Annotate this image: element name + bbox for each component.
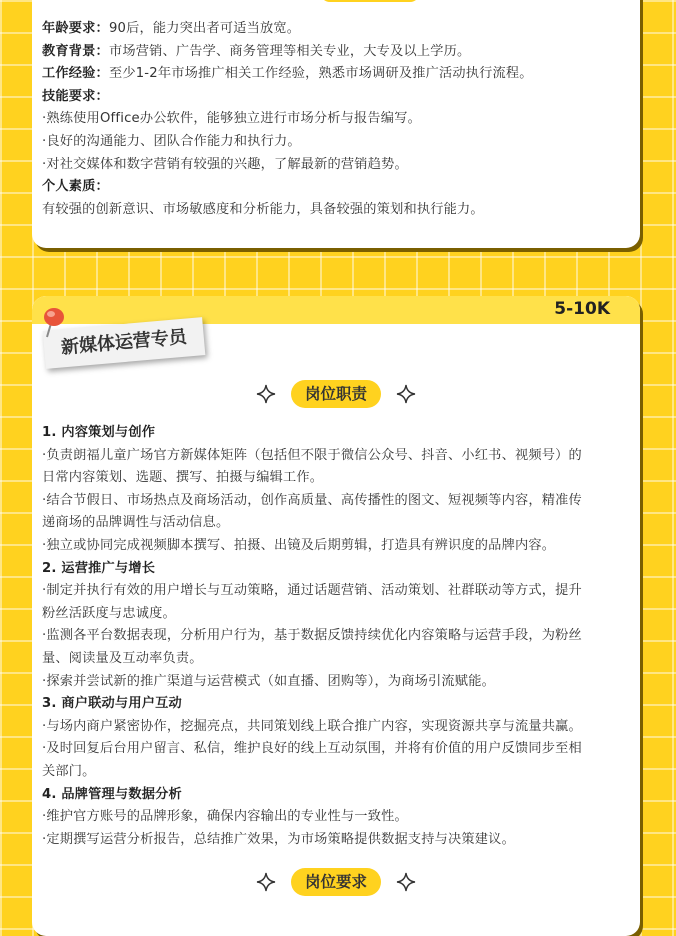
sparkle-icon — [256, 872, 276, 892]
duty-heading: 3. 商户联动与用户互动 — [42, 696, 182, 712]
duty-heading: 4. 品牌管理与数据分析 — [42, 786, 182, 802]
duty-heading: 2. 运营推广与增长 — [42, 560, 156, 576]
duty-line: 粉丝活跃度与忠诚度。 — [42, 605, 176, 621]
duty-line: ·与场内商户紧密协作，挖掘亮点，共同策划线上联合推广内容，实现资源共享与流量共赢。 — [42, 718, 582, 734]
skill-item: ·熟练使用Office办公软件，能够独立进行市场分析与报告编写。 — [42, 111, 421, 127]
duties-content — [42, 422, 632, 851]
duty-line: ·结合节假日、市场热点及商场活动，创作高质量、高传播性的图文、短视频等内容，精准传 — [42, 492, 582, 508]
duty-line: ·独立或协同完成视频脚本撰写、拍摄、出镜及后期剪辑，打造具有辨识度的品牌内容。 — [42, 537, 556, 553]
section-header-requirements — [32, 868, 640, 896]
section-pill — [320, 0, 420, 2]
job-requirements-card — [32, 0, 640, 248]
duty-line: ·探索并尝试新的推广渠道与运营模式（如直播、团购等），为商场引流赋能。 — [42, 673, 495, 689]
job-title-tag: 新媒体运营专员 — [43, 317, 206, 369]
duty-line: 递商场的品牌调性与活动信息。 — [42, 515, 230, 531]
skill-item: ·对社交媒体和数字营销有较强的兴趣，了解最新的营销趋势。 — [42, 156, 408, 172]
duty-heading: 1. 内容策划与创作 — [42, 425, 156, 440]
skill-item: ·良好的沟通能力、团队合作能力和执行力。 — [42, 133, 301, 149]
quality-label: 个人素质： — [42, 179, 109, 195]
pushpin-icon — [40, 306, 66, 340]
requirements-pill: 岗位要求 — [291, 868, 381, 896]
duty-line: ·维护官方账号的品牌形象，确保内容输出的专业性与一致性。 — [42, 809, 408, 825]
experience-requirement: 工作经验：至少1-2年市场推广相关工作经验，熟悉市场调研及推广活动执行流程。 — [42, 66, 533, 82]
education-requirement: 教育背景：市场营销、广告学、商务管理等相关专业，大专及以上学历。 — [42, 43, 471, 59]
section-header-duties — [32, 380, 640, 408]
duty-line: ·制定并执行有效的用户增长与互动策略，通过话题营销、活动策划、社群联动等方式，提升 — [42, 583, 582, 599]
requirements-content — [42, 18, 632, 221]
sparkle-icon — [256, 384, 276, 404]
age-requirement: 年龄要求：90后，能力突出者可适当放宽。 — [42, 21, 301, 36]
duty-line: 关部门。 — [42, 763, 96, 779]
duty-line: ·监测各平台数据表现，分析用户行为，基于数据反馈持续优化内容策略与运营手段，为粉丝 — [42, 628, 582, 644]
duties-pill: 岗位职责 — [291, 380, 381, 408]
skills-label: 技能要求： — [42, 88, 109, 104]
duty-line: ·负责朗福儿童广场官方新媒体矩阵（包括但不限于微信公众号、抖音、小红书、视频号）的 — [42, 447, 582, 463]
sparkle-icon — [396, 384, 416, 404]
duty-line: 日常内容策划、选题、撰写、拍摄与编辑工作。 — [42, 470, 324, 486]
quality-text: 有较强的创新意识、市场敏感度和分析能力，具备较强的策划和执行能力。 — [42, 201, 484, 217]
salary-range: 5-10K — [554, 299, 610, 319]
job-card-new-media — [32, 296, 640, 936]
sparkle-icon — [396, 872, 416, 892]
duty-line: 量、阅读量及互动率负责。 — [42, 650, 203, 666]
salary-bar — [32, 296, 640, 324]
duty-line: ·定期撰写运营分析报告，总结推广效果，为市场策略提供数据支持与决策建议。 — [42, 831, 515, 847]
duty-line: ·及时回复后台用户留言、私信，维护良好的线上互动氛围，并将有价值的用户反馈同步至相 — [42, 741, 582, 757]
